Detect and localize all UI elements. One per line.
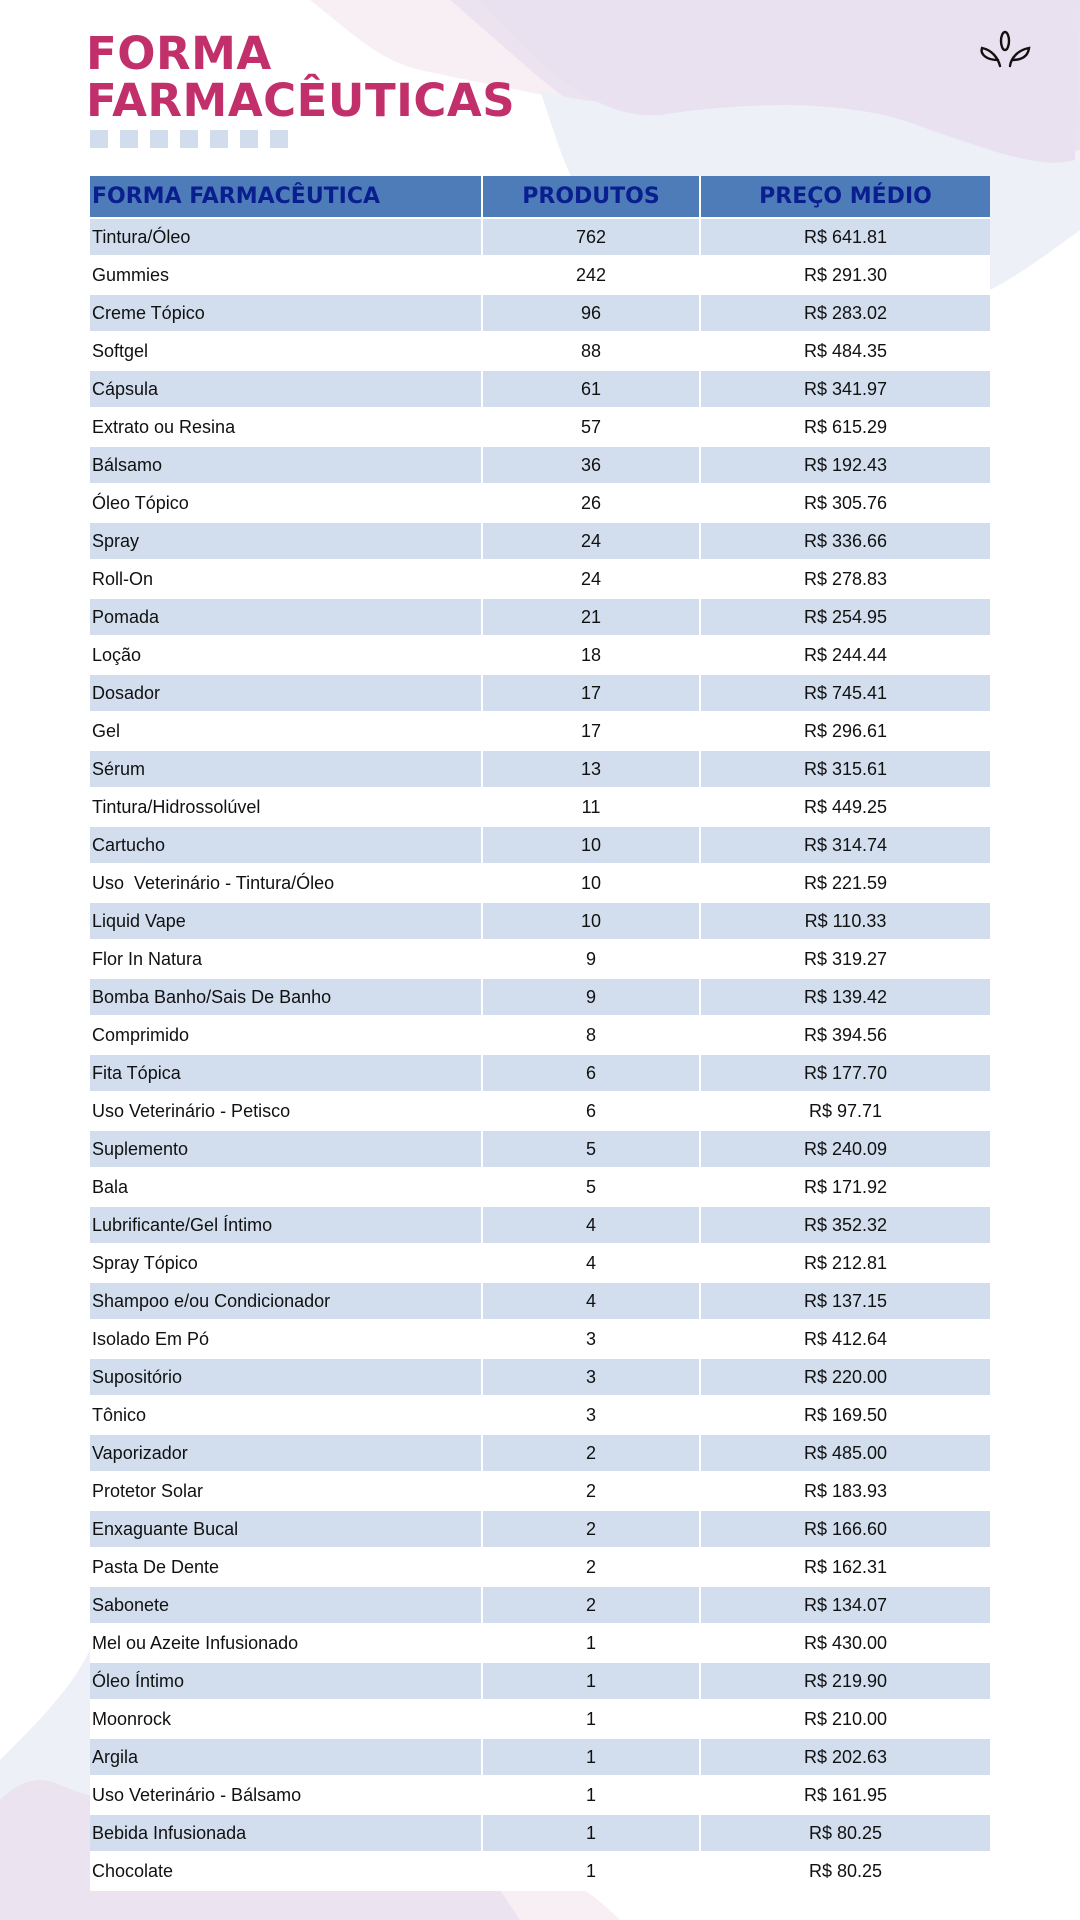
table-row xyxy=(90,1472,990,1510)
product-count: 88 xyxy=(482,332,700,370)
product-count: 26 xyxy=(482,484,700,522)
average-price: R$ 283.02 xyxy=(700,294,990,332)
column-header-products: PRODUTOS xyxy=(482,176,700,218)
product-count: 5 xyxy=(482,1168,700,1206)
form-name: Bala xyxy=(90,1168,482,1206)
average-price: R$ 210.00 xyxy=(700,1700,990,1738)
table-row xyxy=(90,940,990,978)
average-price: R$ 319.27 xyxy=(700,940,990,978)
square xyxy=(240,130,258,148)
product-count: 1 xyxy=(482,1776,700,1814)
table-row xyxy=(90,788,990,826)
product-count: 24 xyxy=(482,560,700,598)
product-count: 96 xyxy=(482,294,700,332)
average-price: R$ 80.25 xyxy=(700,1814,990,1852)
title-line-2: FARMACÊUTICAS xyxy=(86,74,516,127)
table-row xyxy=(90,1016,990,1054)
form-name: Shampoo e/ou Condicionador xyxy=(90,1282,482,1320)
square xyxy=(90,130,108,148)
table-row xyxy=(90,446,990,484)
form-name: Dosador xyxy=(90,674,482,712)
product-count: 8 xyxy=(482,1016,700,1054)
form-name: Tônico xyxy=(90,1396,482,1434)
average-price: R$ 137.15 xyxy=(700,1282,990,1320)
average-price: R$ 220.00 xyxy=(700,1358,990,1396)
page-title xyxy=(86,27,516,127)
average-price: R$ 134.07 xyxy=(700,1586,990,1624)
form-name: Comprimido xyxy=(90,1016,482,1054)
product-count: 1 xyxy=(482,1738,700,1776)
form-name: Chocolate xyxy=(90,1852,482,1890)
table-row xyxy=(90,522,990,560)
average-price: R$ 219.90 xyxy=(700,1662,990,1700)
product-count: 2 xyxy=(482,1510,700,1548)
average-price: R$ 745.41 xyxy=(700,674,990,712)
product-count: 242 xyxy=(482,256,700,294)
form-name: Sabonete xyxy=(90,1586,482,1624)
pharmaceutical-forms-table xyxy=(90,176,990,1891)
product-count: 2 xyxy=(482,1472,700,1510)
average-price: R$ 169.50 xyxy=(700,1396,990,1434)
average-price: R$ 315.61 xyxy=(700,750,990,788)
square xyxy=(180,130,198,148)
form-name: Supositório xyxy=(90,1358,482,1396)
product-count: 1 xyxy=(482,1814,700,1852)
product-count: 18 xyxy=(482,636,700,674)
average-price: R$ 80.25 xyxy=(700,1852,990,1890)
average-price: R$ 161.95 xyxy=(700,1776,990,1814)
product-count: 11 xyxy=(482,788,700,826)
table-row xyxy=(90,1244,990,1282)
product-count: 4 xyxy=(482,1206,700,1244)
table-row xyxy=(90,1776,990,1814)
table-row xyxy=(90,1358,990,1396)
average-price: R$ 412.64 xyxy=(700,1320,990,1358)
product-count: 10 xyxy=(482,826,700,864)
average-price: R$ 162.31 xyxy=(700,1548,990,1586)
table-row xyxy=(90,1700,990,1738)
product-count: 2 xyxy=(482,1586,700,1624)
form-name: Spray Tópico xyxy=(90,1244,482,1282)
form-name: Flor In Natura xyxy=(90,940,482,978)
product-count: 2 xyxy=(482,1434,700,1472)
table-header-row xyxy=(90,176,990,218)
form-name: Roll-On xyxy=(90,560,482,598)
average-price: R$ 336.66 xyxy=(700,522,990,560)
table-row xyxy=(90,1814,990,1852)
column-header-avg-price: PREÇO MÉDIO xyxy=(700,176,990,218)
product-count: 10 xyxy=(482,864,700,902)
product-count: 4 xyxy=(482,1244,700,1282)
average-price: R$ 254.95 xyxy=(700,598,990,636)
product-count: 21 xyxy=(482,598,700,636)
form-name: Suplemento xyxy=(90,1130,482,1168)
product-count: 1 xyxy=(482,1700,700,1738)
average-price: R$ 244.44 xyxy=(700,636,990,674)
table-row xyxy=(90,1168,990,1206)
table-row xyxy=(90,294,990,332)
average-price: R$ 110.33 xyxy=(700,902,990,940)
table-row xyxy=(90,978,990,1016)
product-count: 17 xyxy=(482,712,700,750)
average-price: R$ 291.30 xyxy=(700,256,990,294)
form-name: Fita Tópica xyxy=(90,1054,482,1092)
average-price: R$ 341.97 xyxy=(700,370,990,408)
form-name: Cartucho xyxy=(90,826,482,864)
average-price: R$ 430.00 xyxy=(700,1624,990,1662)
product-count: 3 xyxy=(482,1358,700,1396)
average-price: R$ 183.93 xyxy=(700,1472,990,1510)
average-price: R$ 212.81 xyxy=(700,1244,990,1282)
average-price: R$ 221.59 xyxy=(700,864,990,902)
form-name: Tintura/Óleo xyxy=(90,218,482,256)
form-name: Moonrock xyxy=(90,1700,482,1738)
form-name: Extrato ou Resina xyxy=(90,408,482,446)
table-row xyxy=(90,1320,990,1358)
form-name: Bebida Infusionada xyxy=(90,1814,482,1852)
average-price: R$ 296.61 xyxy=(700,712,990,750)
form-name: Spray xyxy=(90,522,482,560)
table-row xyxy=(90,1510,990,1548)
table-row xyxy=(90,1282,990,1320)
square xyxy=(150,130,168,148)
column-header-form: FORMA FARMACÊUTICA xyxy=(90,176,482,218)
table-row xyxy=(90,826,990,864)
form-name: Tintura/Hidrossolúvel xyxy=(90,788,482,826)
product-count: 6 xyxy=(482,1092,700,1130)
average-price: R$ 314.74 xyxy=(700,826,990,864)
product-count: 1 xyxy=(482,1624,700,1662)
table-row xyxy=(90,712,990,750)
table-row xyxy=(90,1852,990,1890)
form-name: Argila xyxy=(90,1738,482,1776)
table-row xyxy=(90,560,990,598)
product-count: 4 xyxy=(482,1282,700,1320)
form-name: Uso Veterinário - Tintura/Óleo xyxy=(90,864,482,902)
form-name: Softgel xyxy=(90,332,482,370)
table-row xyxy=(90,1054,990,1092)
square xyxy=(270,130,288,148)
table-row xyxy=(90,408,990,446)
average-price: R$ 615.29 xyxy=(700,408,990,446)
form-name: Mel ou Azeite Infusionado xyxy=(90,1624,482,1662)
product-count: 762 xyxy=(482,218,700,256)
product-count: 61 xyxy=(482,370,700,408)
table-row xyxy=(90,1738,990,1776)
form-name: Uso Veterinário - Petisco xyxy=(90,1092,482,1130)
table-row xyxy=(90,1624,990,1662)
form-name: Pasta De Dente xyxy=(90,1548,482,1586)
average-price: R$ 240.09 xyxy=(700,1130,990,1168)
table-row xyxy=(90,218,990,256)
table-row xyxy=(90,1548,990,1586)
form-name: Loção xyxy=(90,636,482,674)
table-row xyxy=(90,902,990,940)
form-name: Vaporizador xyxy=(90,1434,482,1472)
average-price: R$ 97.71 xyxy=(700,1092,990,1130)
form-name: Gummies xyxy=(90,256,482,294)
average-price: R$ 278.83 xyxy=(700,560,990,598)
form-name: Óleo Íntimo xyxy=(90,1662,482,1700)
form-name: Bálsamo xyxy=(90,446,482,484)
average-price: R$ 352.32 xyxy=(700,1206,990,1244)
decorative-squares xyxy=(90,130,288,148)
table-row xyxy=(90,1586,990,1624)
product-count: 36 xyxy=(482,446,700,484)
title-line-1: FORMA xyxy=(86,27,272,80)
table-row xyxy=(90,750,990,788)
form-name: Creme Tópico xyxy=(90,294,482,332)
table-row xyxy=(90,864,990,902)
form-name: Sérum xyxy=(90,750,482,788)
table-row xyxy=(90,1206,990,1244)
average-price: R$ 394.56 xyxy=(700,1016,990,1054)
product-count: 1 xyxy=(482,1662,700,1700)
form-name: Cápsula xyxy=(90,370,482,408)
average-price: R$ 449.25 xyxy=(700,788,990,826)
product-count: 5 xyxy=(482,1130,700,1168)
table-row xyxy=(90,636,990,674)
form-name: Pomada xyxy=(90,598,482,636)
form-name: Isolado Em Pó xyxy=(90,1320,482,1358)
average-price: R$ 171.92 xyxy=(700,1168,990,1206)
product-count: 57 xyxy=(482,408,700,446)
square xyxy=(120,130,138,148)
product-count: 3 xyxy=(482,1396,700,1434)
average-price: R$ 139.42 xyxy=(700,978,990,1016)
average-price: R$ 485.00 xyxy=(700,1434,990,1472)
product-count: 24 xyxy=(482,522,700,560)
product-count: 1 xyxy=(482,1852,700,1890)
table-row xyxy=(90,370,990,408)
table-row xyxy=(90,598,990,636)
form-name: Bomba Banho/Sais De Banho xyxy=(90,978,482,1016)
average-price: R$ 305.76 xyxy=(700,484,990,522)
table-row xyxy=(90,1092,990,1130)
product-count: 17 xyxy=(482,674,700,712)
form-name: Liquid Vape xyxy=(90,902,482,940)
product-count: 6 xyxy=(482,1054,700,1092)
product-count: 10 xyxy=(482,902,700,940)
table-row xyxy=(90,484,990,522)
product-count: 13 xyxy=(482,750,700,788)
form-name: Protetor Solar xyxy=(90,1472,482,1510)
table-row xyxy=(90,1662,990,1700)
average-price: R$ 202.63 xyxy=(700,1738,990,1776)
form-name: Uso Veterinário - Bálsamo xyxy=(90,1776,482,1814)
square xyxy=(210,130,228,148)
form-name: Enxaguante Bucal xyxy=(90,1510,482,1548)
product-count: 9 xyxy=(482,978,700,1016)
average-price: R$ 177.70 xyxy=(700,1054,990,1092)
form-name: Óleo Tópico xyxy=(90,484,482,522)
product-count: 3 xyxy=(482,1320,700,1358)
leaf-sprout-icon xyxy=(978,30,1032,70)
product-count: 9 xyxy=(482,940,700,978)
average-price: R$ 484.35 xyxy=(700,332,990,370)
form-name: Lubrificante/Gel Íntimo xyxy=(90,1206,482,1244)
table-row xyxy=(90,1396,990,1434)
average-price: R$ 192.43 xyxy=(700,446,990,484)
table-row xyxy=(90,1434,990,1472)
product-count: 2 xyxy=(482,1548,700,1586)
table-row xyxy=(90,332,990,370)
table-row xyxy=(90,674,990,712)
average-price: R$ 641.81 xyxy=(700,218,990,256)
form-name: Gel xyxy=(90,712,482,750)
average-price: R$ 166.60 xyxy=(700,1510,990,1548)
table-row xyxy=(90,256,990,294)
table-row xyxy=(90,1130,990,1168)
